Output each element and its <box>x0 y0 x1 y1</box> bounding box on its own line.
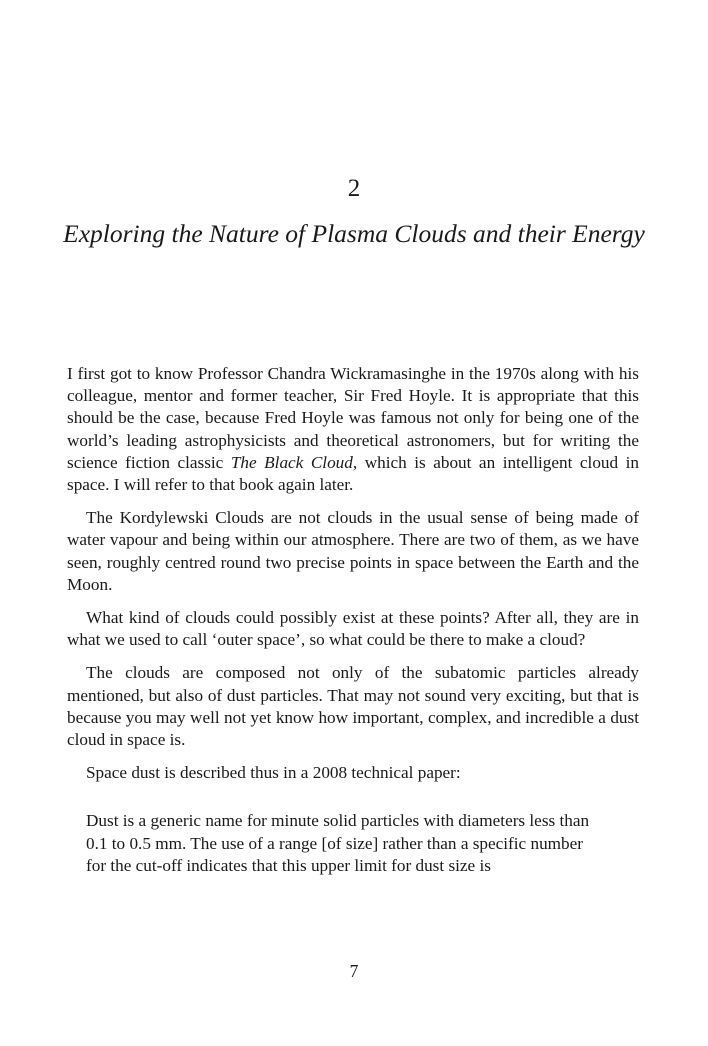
paragraph-5: Space dust is described thus in a 2008 technical paper: <box>86 763 461 783</box>
paragraph-1-text-end: , which is about an intelligent cloud in space. I will refer to that book again later. <box>67 452 639 495</box>
book-title-italic: The Black Cloud <box>230 452 353 472</box>
paragraph-3: What kind of clouds could possibly exist at these points? After all, they are in what we used to call ‘outer space’, so what could be there to make a cloud? <box>67 608 639 650</box>
chapter-title: Exploring the Nature of Plasma Clouds and their Energy <box>63 219 645 248</box>
blockquote: Dust is a generic name for minute solid particles with diameters less than 0.1 to 0.5 mm. The use of a range [of size] rather than a specific number for the cut-off indicates that this upper limit for dust size is <box>86 811 590 875</box>
paragraph-4: The clouds are composed not only of the subatomic particles already mentioned, but also of dust particles. That may not sound very exciting, but that is because you may well not yet know how important, complex, and incredible a dust cloud in space is. <box>67 663 639 750</box>
paragraph-1 <box>67 363 639 496</box>
paragraph-2: The Kordylewski Clouds are not clouds in the usual sense of being made of water vapour and being within our atmosphere. There are two of them, as we have seen, roughly centred round two precise points in space between the Earth and the Moon. <box>67 508 639 594</box>
paragraph-1-text-start: I first got to know Professor Chandra Wickramasinghe in the 1970s along with his colleague, mentor and former teacher, Sir Fred Hoyle. It is appropriate that this should be the case, because Fred Hoyle was famous not only for being one of the world’s leading astrophysicists and theoretical astronomers, but for writing the science fiction classic <box>67 364 639 472</box>
page-number: 7 <box>349 961 359 981</box>
chapter-number: 2 <box>347 175 361 202</box>
body-text <box>67 363 639 877</box>
